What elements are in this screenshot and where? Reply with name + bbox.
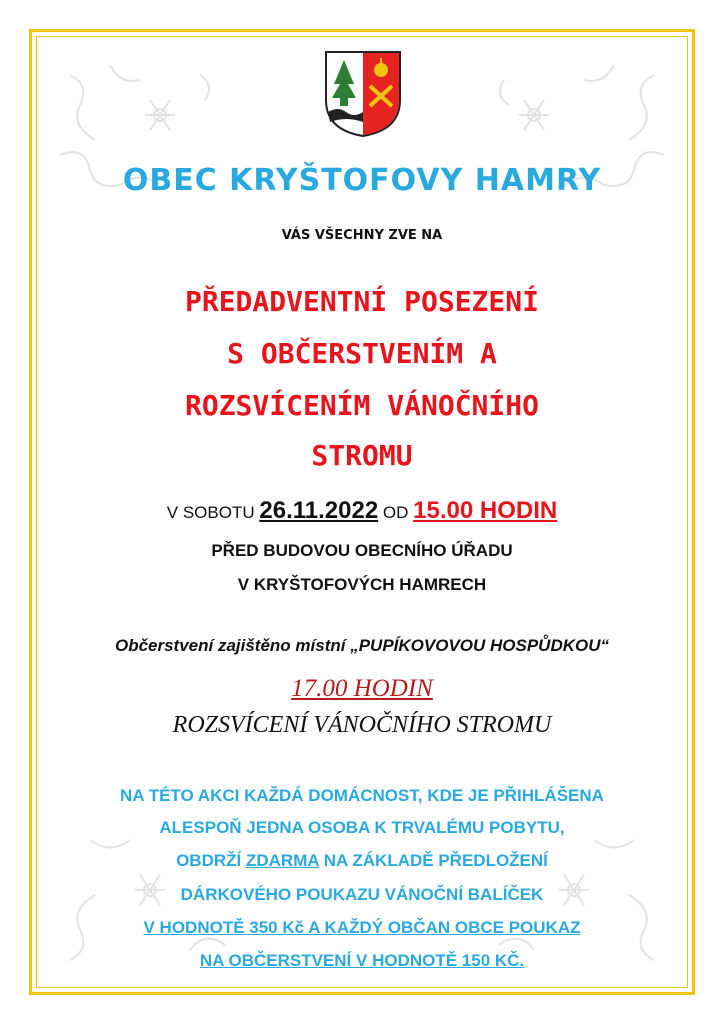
note-line-4: DÁRKOVÉHO POUKAZU VÁNOČNÍ BALÍČEK — [180, 885, 544, 904]
event-place-line-2: V KRYŠTOFOVÝCH HAMRECH — [237, 575, 487, 594]
date-prefix: V SOBOTU — [166, 503, 255, 522]
note-line-1: NA TÉTO AKCI KAŽDÁ DOMÁCNOST, KDE JE PŘIHLÁŠENA — [120, 786, 604, 805]
event-time: 15.00 HODIN — [413, 497, 558, 524]
note-line-3-pre: OBDRŽÍ — [176, 851, 242, 870]
page-title: OBEC KRYŠTOFOVY HAMRY — [122, 163, 602, 198]
note-line-3 — [0, 851, 724, 871]
event-title-line-2: S OBČERSTVENÍM A — [227, 337, 497, 370]
note-line-3-post: NA ZÁKLADĚ PŘEDLOŽENÍ — [323, 851, 548, 870]
event-place-line-1: PŘED BUDOVOU OBECNÍHO ÚŘADU — [211, 541, 513, 560]
note-free-word: ZDARMA — [245, 851, 320, 870]
event-title-line-1: PŘEDADVENTNÍ POSEZENÍ — [184, 285, 539, 318]
lighting-label: ROZSVÍCENÍ VÁNOČNÍHO STROMU — [172, 712, 552, 738]
refreshments-text: Občerstvení zajištěno místní „PUPÍKOVOVOU HOSPŮDKOU“ — [114, 636, 610, 655]
event-date-line — [0, 497, 724, 525]
lighting-time: 17.00 HODIN — [291, 675, 433, 702]
event-date: 26.11.2022 — [259, 497, 379, 524]
event-title-line-4: STROMU — [311, 439, 413, 472]
invitation-text: VÁS VŠECHNY ZVE NA — [281, 228, 443, 243]
note-line-6: NA OBČERSTVENÍ V HODNOTĚ 150 KČ. — [199, 951, 525, 970]
event-title-line-3: ROZSVÍCENÍM VÁNOČNÍHO — [184, 389, 539, 422]
note-line-2: ALESPOŇ JEDNA OSOBA K TRVALÉMU POBYTU, — [159, 818, 565, 837]
note-line-5: V HODNOTĚ 350 Kč A KAŽDÝ OBČAN OBCE POUKAZ — [143, 918, 581, 937]
coat-of-arms-icon — [324, 50, 402, 138]
time-prefix: OD — [382, 503, 409, 522]
